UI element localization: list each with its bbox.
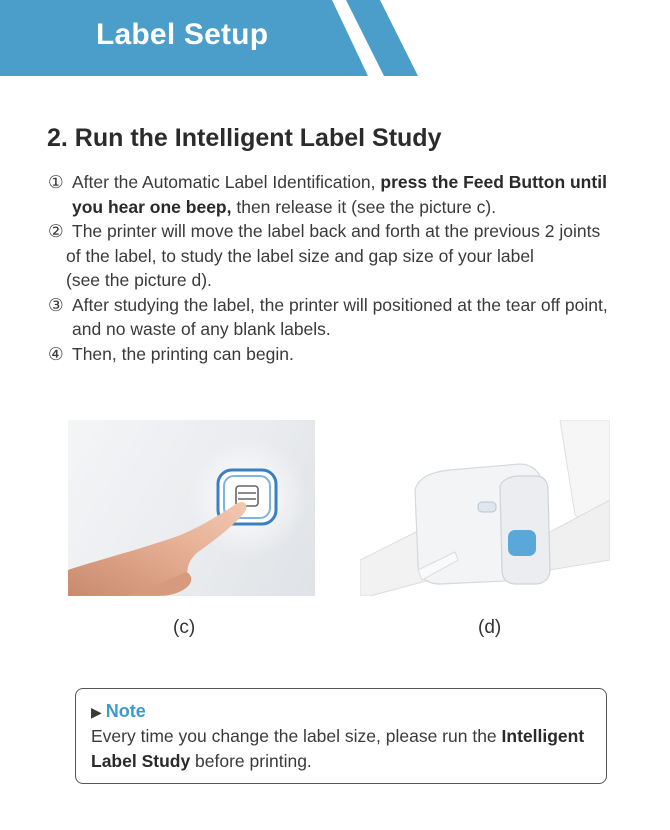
step-line: Then, the printing can begin. — [72, 343, 294, 364]
step-list — [48, 170, 648, 366]
step-bold-text: press the Feed Button until — [380, 172, 607, 192]
step-1 — [48, 170, 648, 219]
step-text: then release it (see the picture c). — [231, 196, 497, 217]
note-text-part: Every time you change the label size, please run the — [91, 726, 502, 746]
section-title: 2. Run the Intelligent Label Study — [47, 124, 442, 152]
step-text: After the Automatic Label Identification, — [72, 172, 381, 192]
step-line — [72, 195, 648, 220]
step-number: ① — [48, 172, 64, 192]
note-heading-text: Note — [105, 701, 146, 721]
triangle-right-icon: ▶ — [91, 704, 102, 720]
picture-d-caption: (d) — [478, 617, 502, 638]
step-line: After studying the label, the printer will positioned at the tear off point, — [72, 294, 608, 315]
step-line: (see the picture d). — [66, 270, 212, 290]
note-text-part: before printing. — [190, 751, 312, 771]
header-banner — [0, 0, 420, 76]
step-3 — [48, 293, 648, 342]
picture-c-caption: (c) — [173, 617, 196, 638]
step-line: and no waste of any blank labels. — [72, 319, 331, 339]
note-box — [75, 688, 607, 784]
step-line — [72, 170, 648, 195]
picture-d-printer-with-labels — [360, 420, 610, 596]
note-bold-text: Label Study — [91, 751, 191, 771]
finger-press-illustration — [68, 420, 315, 596]
step-number: ② — [48, 221, 64, 241]
step-4 — [48, 342, 648, 367]
step-number: ④ — [48, 343, 64, 364]
printer-illustration — [360, 420, 610, 596]
step-2 — [48, 219, 648, 293]
picture-c-finger-pressing-button — [68, 420, 315, 596]
step-bold-text: you hear one beep, — [72, 196, 232, 217]
step-number: ③ — [48, 294, 64, 315]
note-text — [91, 724, 601, 774]
page-title: Label Setup — [96, 18, 269, 51]
note-bold-text: Intelligent — [501, 726, 585, 746]
step-line: of the label, to study the label size and gap size of your label — [66, 245, 534, 266]
note-heading — [91, 701, 146, 722]
step-line: The printer will move the label back and forth at the previous 2 joints — [72, 221, 601, 241]
